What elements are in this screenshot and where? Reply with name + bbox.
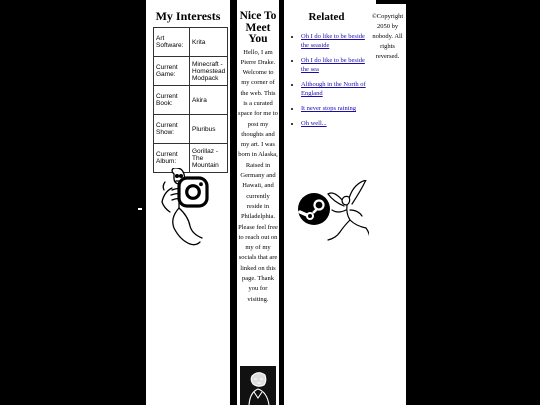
table-row — [154, 86, 228, 115]
copyright-text: ©Copyright 2050 by nobody. All rights reversed. — [371, 13, 404, 60]
top-corner-bar — [376, 0, 406, 4]
about-text: Hello, I am Pierre Drake. Welcome to my corner of the web. This is a curated space for me to post my thoughts and my art. I was born in Alaska, Raised in Germany and Hawaii, and currently reside in Philadelphia. Please feel free to reach out on my of my socials that are linked on this page. Thank you for visiting. — [238, 48, 278, 303]
instagram-icon[interactable] — [177, 176, 209, 208]
left-edge-marker — [138, 208, 142, 210]
row-label: Art Software: — [154, 28, 190, 57]
interests-table — [153, 27, 228, 173]
related-link[interactable]: Oh I do like to be beside the sea — [301, 57, 365, 73]
fairy-illustration — [326, 180, 369, 244]
table-row — [154, 57, 228, 86]
list-item — [301, 80, 369, 98]
related-panel — [284, 0, 369, 405]
list-item — [301, 119, 369, 128]
interests-title: My Interests — [155, 9, 221, 23]
row-label: Current Game: — [154, 57, 190, 86]
about-panel — [237, 0, 279, 405]
row-label: Current Album: — [154, 144, 190, 173]
row-value: Gorillaz - The Mountain — [190, 144, 228, 173]
footer-panel — [369, 0, 406, 405]
related-link[interactable]: Oh well... — [301, 120, 327, 127]
row-value: Pluribus — [190, 115, 228, 144]
row-label: Current Book: — [154, 86, 190, 115]
table-row — [154, 28, 228, 57]
list-item — [301, 32, 369, 50]
about-title: Nice To Meet You — [239, 10, 277, 45]
related-link[interactable]: Although in the North of England — [301, 81, 366, 97]
related-link[interactable]: It never stops raining — [301, 105, 357, 112]
list-item — [301, 104, 369, 113]
related-links — [284, 32, 369, 128]
related-title: Related — [308, 11, 345, 23]
interests-panel — [146, 0, 230, 405]
row-value: Krita — [190, 28, 228, 57]
list-item — [301, 56, 369, 74]
row-label: Current Show: — [154, 115, 190, 144]
related-link[interactable]: Oh I do like to be beside the seaside — [301, 33, 365, 49]
row-value: Akira — [190, 86, 228, 115]
portrait-illustration — [240, 366, 276, 405]
table-row — [154, 115, 228, 144]
row-value: Minecraft - Homestead Modpack — [190, 57, 228, 86]
